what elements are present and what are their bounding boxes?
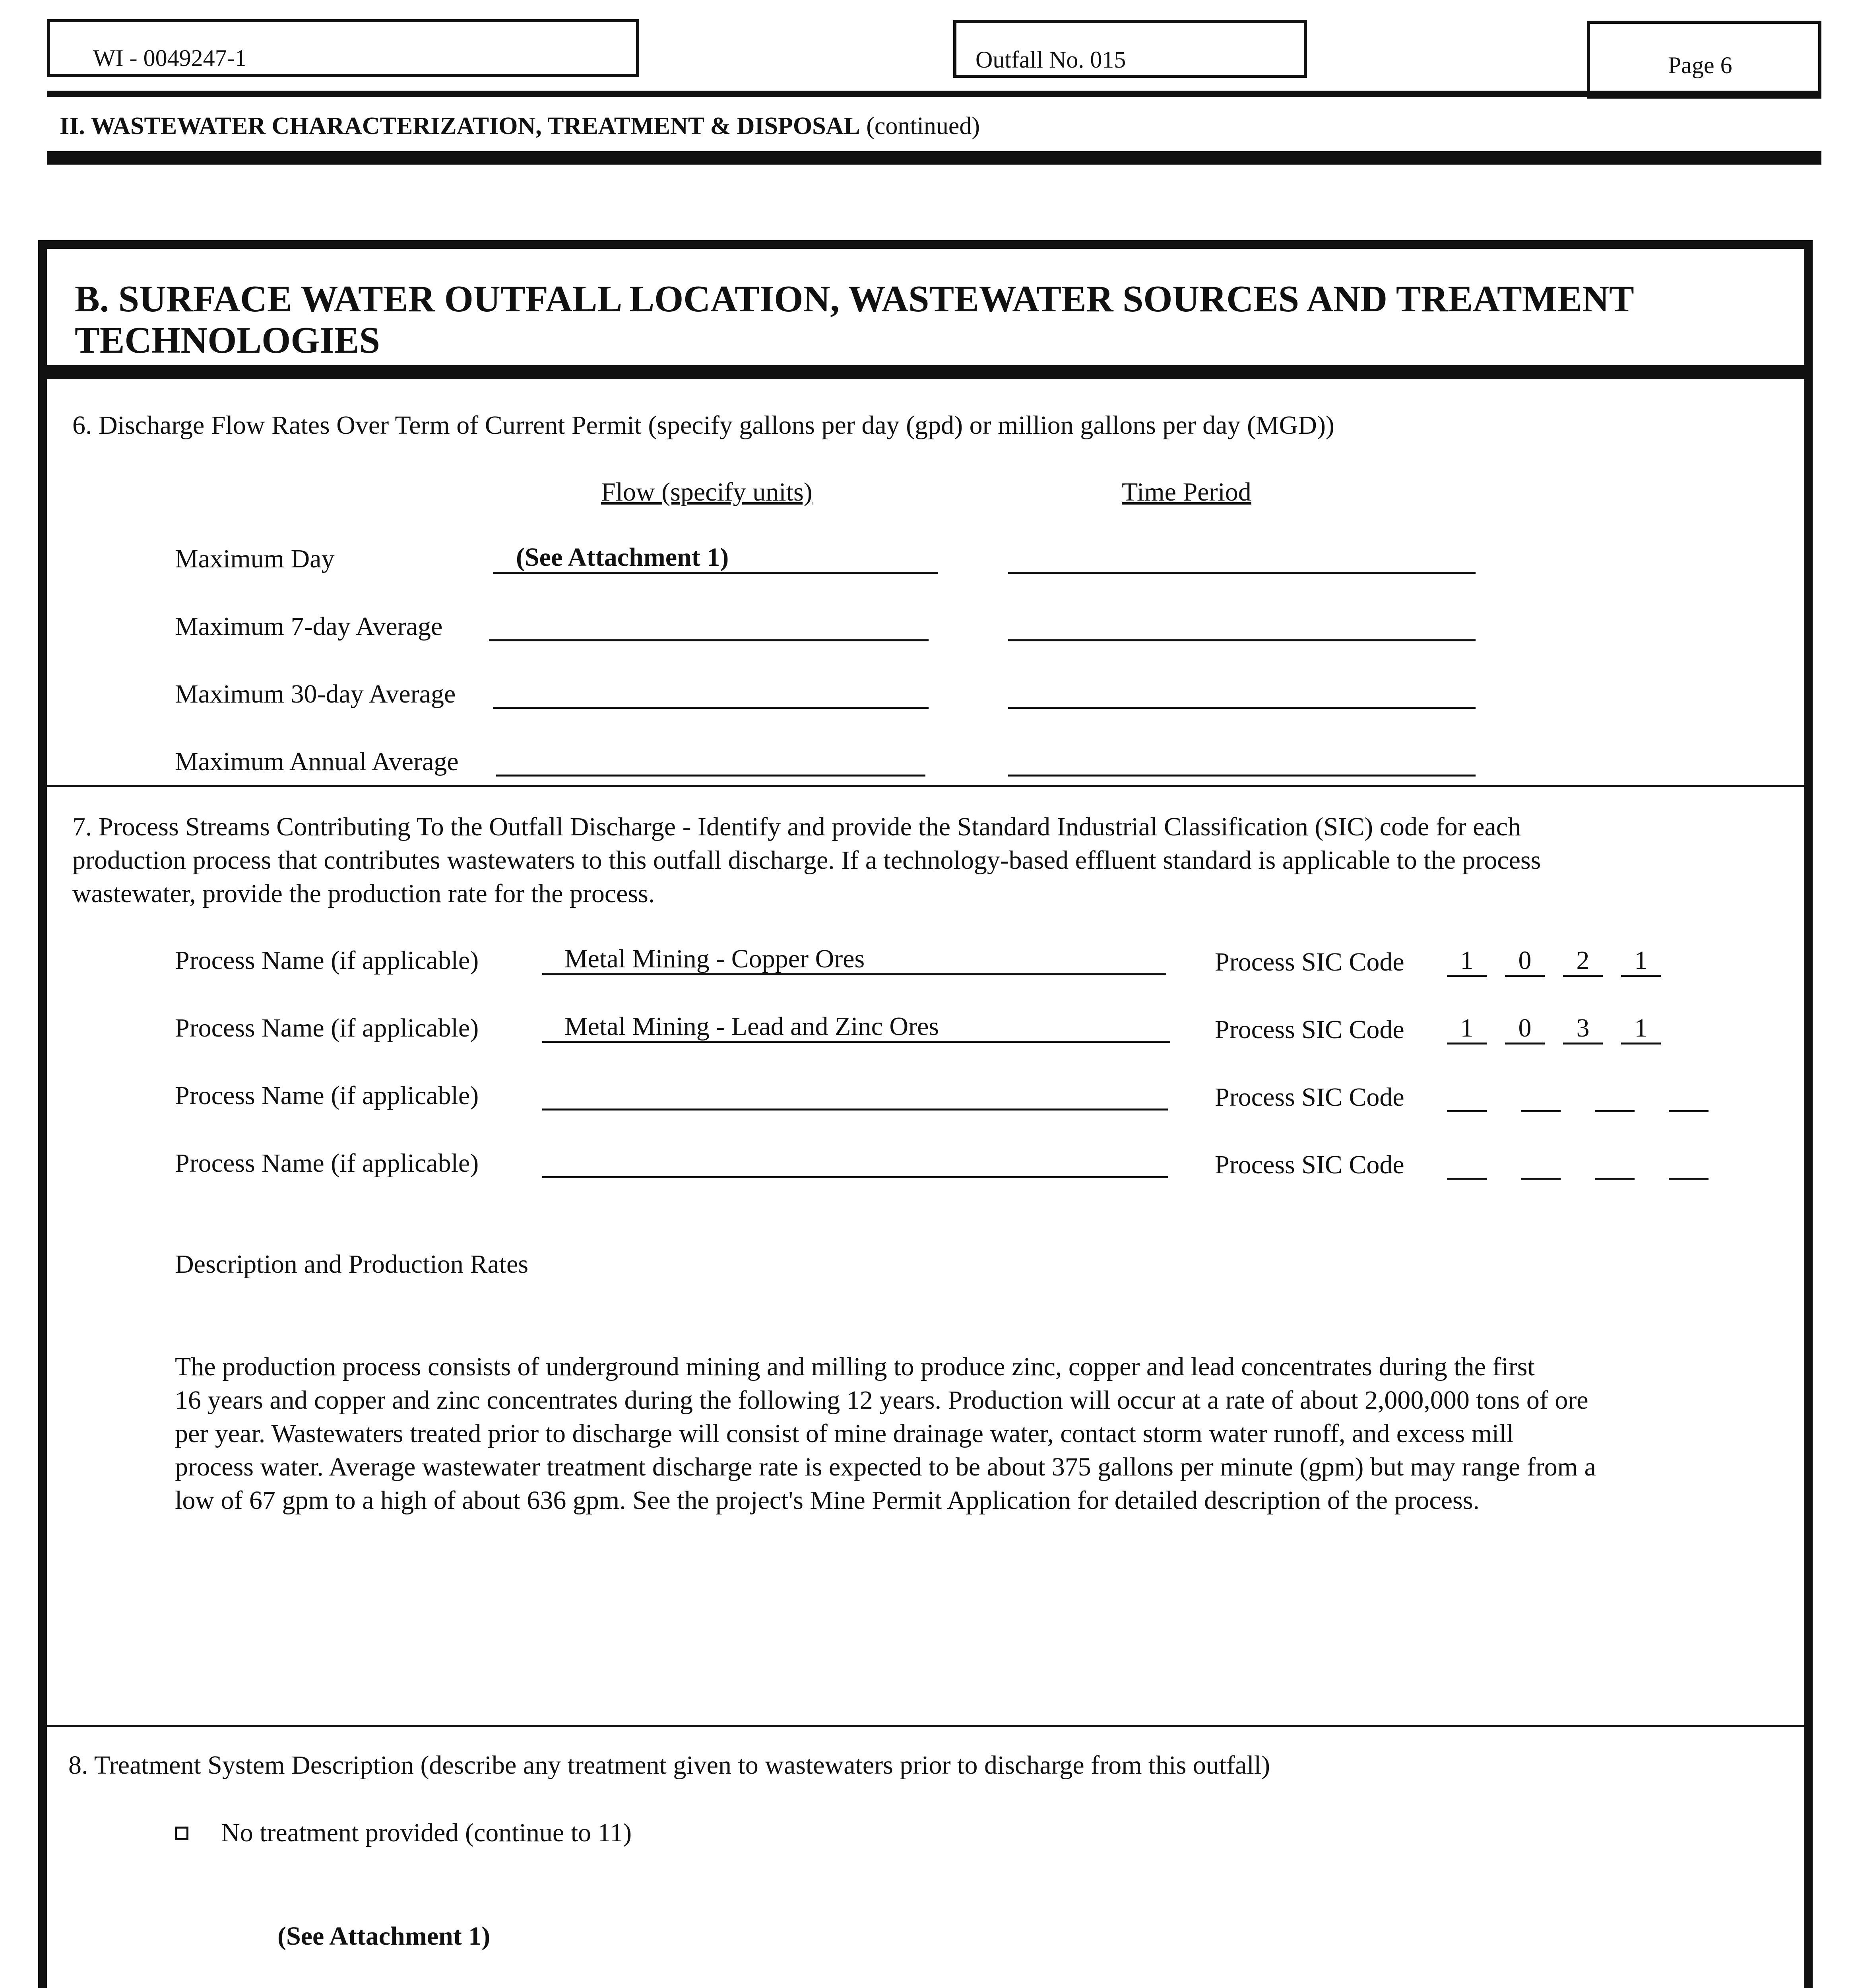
sic-digits-3[interactable] (1447, 1081, 1725, 1116)
sic-digit-line (1447, 1043, 1487, 1044)
sic-label-1: Process SIC Code (1215, 947, 1404, 977)
page-box (1587, 21, 1821, 99)
sic-digit: 0 (1518, 1013, 1532, 1043)
q8-label: 8. Treatment System Description (describe any treatment given to wastewaters prior to discharge from this outfall) (68, 1751, 1270, 1780)
description-body (175, 1350, 1789, 1517)
max-annual-label: Maximum Annual Average (175, 747, 459, 776)
max-30day-label: Maximum 30-day Average (175, 679, 456, 709)
sic-digit: 1 (1634, 946, 1648, 975)
sic-digit: 2 (1576, 946, 1590, 975)
sic-label-4: Process SIC Code (1215, 1150, 1404, 1179)
sic-label-3: Process SIC Code (1215, 1083, 1404, 1112)
sic-digit: 1 (1634, 1013, 1648, 1043)
sic-digits-2[interactable] (1447, 1013, 1670, 1049)
section-b-title (75, 278, 1784, 361)
max-7day-flow-line[interactable] (489, 639, 929, 641)
max-30day-time-line[interactable] (1008, 707, 1476, 709)
max-annual-time-line[interactable] (1008, 775, 1476, 777)
q7-line3: wastewater, provide the production rate for the process. (72, 879, 655, 908)
section-b-rule (38, 365, 1813, 379)
sic-digits-4[interactable] (1447, 1148, 1725, 1184)
sic-digit-line (1621, 975, 1661, 977)
q7-line2: production process that contributes wastewaters to this outfall discharge. If a technology-based effluent standard is applicable to the process (72, 846, 1541, 875)
no-treatment-label: No treatment provided (continue to 11) (221, 1818, 632, 1847)
section-b-title-line1: B. SURFACE WATER OUTFALL LOCATION, WASTEWATER SOURCES AND TREATMENT (75, 278, 1634, 320)
header-rule-top (47, 91, 1821, 97)
q7-divider (47, 1725, 1808, 1727)
page-number: Page 6 (1668, 52, 1732, 78)
sic-digit-line (1621, 1043, 1661, 1044)
description-line: 16 years and copper and zinc concentrates during the following 12 years. Production will occur at a rate of about 2,000,000 tons of ore (175, 1386, 1588, 1415)
sic-digit-line (1595, 1110, 1635, 1112)
sic-digit-line (1563, 975, 1603, 977)
sic-digit-line (1669, 1110, 1709, 1112)
q6-divider (47, 785, 1808, 787)
sic-digit-line (1521, 1178, 1561, 1180)
max-day-label: Maximum Day (175, 544, 335, 573)
max-day-time-line[interactable] (1008, 572, 1476, 574)
sic-digit: 3 (1576, 1013, 1590, 1043)
permit-number: WI - 0049247-1 (93, 45, 247, 71)
process-name-line-3[interactable] (542, 1109, 1168, 1110)
process-label-2: Process Name (if applicable) (175, 1013, 479, 1043)
sic-digit-line (1595, 1178, 1635, 1180)
no-treatment-checkbox[interactable] (175, 1827, 188, 1840)
description-line: per year. Wastewaters treated prior to discharge will consist of mine drainage water, contact storm water runoff, and excess mill (175, 1419, 1514, 1448)
max-7day-label: Maximum 7-day Average (175, 612, 443, 641)
sic-digit: 0 (1518, 946, 1532, 975)
sic-digit-line (1563, 1043, 1603, 1044)
description-line: The production process consists of underground mining and milling to produce zinc, copper and lead concentrates during the first (175, 1352, 1535, 1381)
max-annual-flow-line[interactable] (496, 775, 925, 777)
sic-digit-line (1521, 1110, 1561, 1112)
flow-column-header: Flow (specify units) (601, 478, 813, 507)
section-heading (60, 112, 980, 140)
sic-digit-line (1505, 1043, 1545, 1044)
sic-digits-1[interactable] (1447, 945, 1670, 981)
process-label-1: Process Name (if applicable) (175, 946, 479, 975)
section-heading-title: II. WASTEWATER CHARACTERIZATION, TREATMENT & DISPOSAL (60, 113, 860, 140)
max-day-flow-value: (See Attachment 1) (516, 543, 729, 572)
sic-digit: 1 (1460, 1013, 1474, 1043)
sic-digit: 1 (1460, 946, 1474, 975)
max-7day-time-line[interactable] (1008, 639, 1476, 641)
outfall-number: Outfall No. 015 (975, 47, 1126, 73)
q6-label: 6. Discharge Flow Rates Over Term of Current Permit (specify gallons per day (gpd) or million gallons per day (MGD)) (72, 411, 1334, 440)
section-heading-suffix: (continued) (866, 113, 980, 140)
sic-label-2: Process SIC Code (1215, 1015, 1404, 1044)
process-name-1: Metal Mining - Copper Ores (564, 944, 865, 973)
process-label-3: Process Name (if applicable) (175, 1081, 479, 1110)
sic-digit-line (1505, 975, 1545, 977)
process-label-4: Process Name (if applicable) (175, 1149, 479, 1178)
header-rule-bottom (47, 151, 1821, 165)
description-line: low of 67 gpm to a high of about 636 gpm. See the project's Mine Permit Application for detailed description of the process. (175, 1486, 1480, 1515)
time-column-header: Time Period (1122, 478, 1251, 507)
max-30day-flow-line[interactable] (493, 707, 929, 709)
sic-digit-line (1447, 1178, 1487, 1180)
permit-number-box (47, 19, 639, 77)
process-name-2: Metal Mining - Lead and Zinc Ores (564, 1012, 939, 1041)
sic-digit-line (1669, 1178, 1709, 1180)
sic-digit-line (1447, 1110, 1487, 1112)
section-b-title-line2: TECHNOLOGIES (75, 320, 380, 361)
description-label: Description and Production Rates (175, 1250, 529, 1279)
process-name-line-4[interactable] (542, 1176, 1168, 1178)
sic-digit-line (1447, 975, 1487, 977)
q7-line1: 7. Process Streams Contributing To the Outfall Discharge - Identify and provide the Standard Industrial Classification (SIC) code for each (72, 812, 1521, 841)
outfall-box (953, 20, 1307, 78)
q8-attachment-note: (See Attachment 1) (277, 1922, 491, 1951)
description-line: process water. Average wastewater treatment discharge rate is expected to be about 375 gallons per minute (gpm) but may range from a (175, 1452, 1596, 1481)
